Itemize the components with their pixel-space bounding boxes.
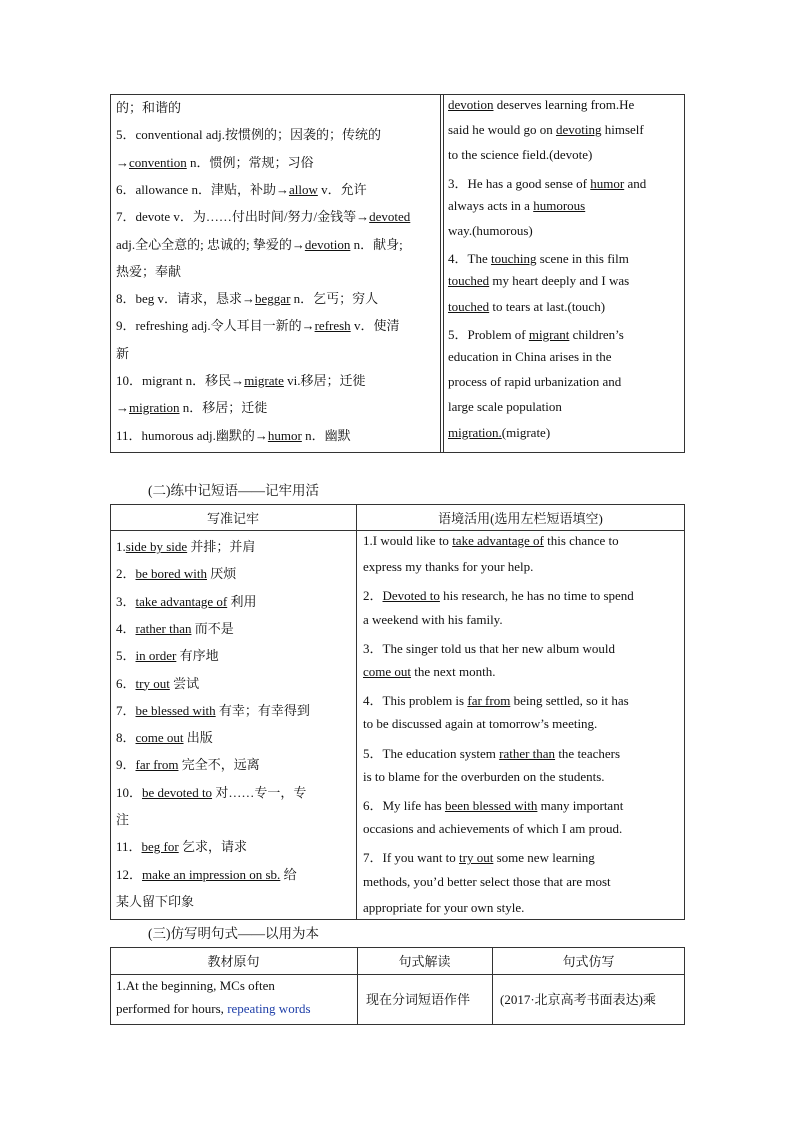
- phrase-left-answer: try out: [135, 675, 170, 691]
- vocab-left-text: 5．conventional adj.按惯例的；因袭的；传统的: [116, 127, 382, 143]
- phrase-left-line: [116, 673, 199, 692]
- vocab-right-text: always acts in a: [448, 197, 534, 213]
- vocab-right-text: deserves learning from.He: [493, 97, 635, 112]
- phrase-right-text: his research, he has no time to spend: [439, 588, 634, 604]
- vocab-right-line: [448, 147, 592, 163]
- phrase-right-line: [363, 559, 533, 575]
- vocab-left-text: 9．refreshing adj.令人耳目一新的→: [116, 318, 315, 334]
- phrase-right-text: 1.I would like to: [363, 533, 453, 548]
- vocab-left-line: [116, 343, 129, 362]
- vocab-left-line: [116, 315, 399, 334]
- phrase-right-line: [363, 638, 615, 657]
- phrase-left-text: 12．: [116, 866, 143, 882]
- phrase-right-answer: try out: [459, 850, 494, 866]
- phrase-right-line: [363, 690, 629, 709]
- vocab-right-answer: migrant: [528, 326, 570, 342]
- vocab-left-line: [116, 425, 351, 444]
- vocab-right-answer: touched: [448, 298, 490, 314]
- vocab-right-line: [448, 374, 621, 390]
- vocab-right-text: education in China arises in the: [448, 349, 612, 364]
- sentence-row1-line2-highlight: repeating words: [227, 1001, 311, 1016]
- phrase-left-line: [116, 754, 260, 773]
- vocab-right-text: process of rapid urbanization and: [448, 374, 622, 390]
- phrase-col2-header: 语境活用(选用左栏短语填空): [438, 511, 603, 526]
- phrase-left-text: 8．: [116, 730, 136, 746]
- vocab-right-text: scene in this film: [536, 251, 629, 267]
- vocab-right-text: large scale population: [448, 399, 562, 415]
- phrase-left-answer: side by side: [125, 539, 188, 554]
- phrase-left-text: 利用: [227, 593, 257, 609]
- vocab-left-line: [116, 288, 378, 307]
- vocab-right-answer: touched: [448, 273, 490, 289]
- vocab-right-answer: migration.: [448, 424, 502, 440]
- vocab-right-answer: devoting: [555, 122, 602, 138]
- sentence-row1-line1: 1.At the beginning, MCs often: [116, 978, 275, 993]
- vocab-right-line: [448, 122, 644, 138]
- vocab-right-line: [448, 223, 533, 239]
- phrase-right-answer: rather than: [499, 745, 556, 761]
- vocab-right-line: [448, 248, 629, 267]
- vocab-right-text: 4．The: [448, 251, 491, 267]
- vocab-right-line: [448, 399, 562, 415]
- phrase-right-text: a weekend with his family.: [363, 611, 503, 627]
- phrase-right-text: methods, you’d better select those that are most: [363, 873, 611, 889]
- phrase-right-line: [363, 716, 597, 732]
- phrase-right-text: some new learning: [493, 850, 595, 866]
- vocab-left-text: n．惯例；常规；习俗: [186, 154, 314, 170]
- sentence-row1-line2: [116, 1001, 311, 1017]
- phrase-left-line: [116, 836, 247, 855]
- phrase-left-text: 1.: [116, 539, 126, 554]
- phrase-right-text: 6．My life has: [363, 798, 445, 813]
- vocab-left-text: 8．beg v．请求，恳求→: [116, 291, 256, 307]
- phrase-right-text: to be discussed again at tomorrow’s meeting.: [363, 716, 598, 732]
- phrase-left-text: 6．: [116, 675, 136, 691]
- phrase-left-answer: take advantage of: [135, 593, 228, 609]
- vocab-left-answer: migrate: [244, 373, 284, 388]
- phrase-left-answer: beg for: [141, 839, 179, 855]
- vocab-left-line: [116, 97, 181, 116]
- phrase-left-line: [116, 891, 194, 910]
- phrase-left-text: 给: [280, 866, 297, 882]
- phrase-left-text: 7．: [116, 702, 136, 718]
- vocab-left-text: n．乞丐；穷人: [290, 291, 379, 307]
- phrase-right-text: this chance to: [543, 533, 619, 548]
- phrase-right-text: 3．The singer told us that her new album would: [363, 640, 616, 656]
- phrase-right-text: 5．The education system: [363, 745, 500, 761]
- phrase-left-line: [116, 645, 219, 664]
- vocab-right-line: [448, 299, 605, 315]
- phrase-left-text: 厌烦: [207, 566, 237, 582]
- phrase-right-line: [363, 743, 620, 762]
- sentence-row1-col3: (2017·北京高考书面表达)乘: [500, 992, 656, 1007]
- vocab-left-text: adj.全心全意的; 忠诚的; 挚爱的→: [116, 236, 305, 252]
- phrase-left-line: [116, 591, 256, 610]
- phrase-left-answer: be devoted to: [142, 784, 213, 800]
- phrase-right-line: [363, 533, 619, 549]
- vocab-left-answer: devotion: [304, 236, 351, 252]
- vocab-left-line: [116, 397, 267, 416]
- vocab-right-text: my heart deeply and I was: [489, 273, 630, 289]
- vocab-left-text: 6．allowance n．津贴，补助→: [116, 181, 289, 197]
- phrase-left-text: 完全不，远离: [178, 757, 260, 773]
- vocab-right-text: children’s: [569, 326, 624, 342]
- phrase-left-line: [116, 864, 297, 883]
- vocab-right-text: 5．Problem of: [448, 326, 529, 342]
- vocab-right-line: [448, 198, 585, 214]
- phrase-left-line: [116, 618, 234, 637]
- phrase-right-line: [363, 585, 634, 604]
- vocab-left-line: [116, 124, 381, 143]
- vocab-left-answer: convention: [129, 154, 187, 170]
- phrase-left-answer: in order: [135, 648, 177, 664]
- sentence-col1-header: 教材原句: [207, 954, 260, 969]
- phrase-table-header-line: [110, 530, 685, 531]
- vocab-right-line: [448, 97, 634, 113]
- vocab-left-answer: devoted: [369, 209, 411, 225]
- vocab-right-line: [448, 273, 629, 289]
- vocab-left-line: [116, 179, 367, 198]
- phrase-right-line: [363, 900, 524, 916]
- phrase-left-line: [116, 727, 213, 746]
- vocab-left-text: 10．migrant n．移民→: [116, 373, 245, 388]
- phrase-left-answer: be blessed with: [135, 702, 216, 718]
- vocab-right-answer: humor: [590, 175, 625, 191]
- vocab-right-line: [448, 349, 612, 365]
- phrase-right-line: [363, 612, 503, 628]
- vocab-left-answer: humor: [267, 427, 302, 443]
- phrase-left-text: 并排；并肩: [187, 539, 256, 554]
- phrase-left-answer: make an impression on sb.: [142, 866, 281, 882]
- sentence-table-header-line: [110, 974, 685, 975]
- phrase-left-text: 某人留下印象: [116, 893, 195, 909]
- phrase-right-answer: take advantage of: [452, 533, 544, 548]
- vocab-right-text: and: [624, 175, 647, 191]
- phrase-left-text: 10．: [116, 784, 143, 800]
- vocab-left-text: →: [116, 400, 129, 416]
- vocab-left-text: 11．humorous adj.幽默的→: [116, 427, 268, 443]
- vocab-right-text: (migrate): [501, 424, 551, 440]
- phrase-right-text: 7．If you want to: [363, 850, 460, 866]
- phrase-right-text: 4．This problem is: [363, 693, 468, 709]
- sentence-row1-col2: 现在分词短语作伴: [366, 992, 471, 1007]
- sentence-row1-line2-plain: performed for hours,: [116, 1001, 228, 1016]
- phrase-right-text: being settled, so it has: [510, 693, 629, 709]
- phrase-table-divider: [356, 504, 357, 920]
- phrase-left-line: [116, 536, 255, 555]
- phrase-left-text: 3．: [116, 593, 136, 609]
- phrase-left-line: [116, 809, 129, 828]
- phrase-right-text: the next month.: [411, 664, 496, 679]
- vocab-right-line: [448, 425, 550, 441]
- vocab-right-text: to tears at last.(touch): [489, 298, 606, 314]
- phrase-right-line: [363, 664, 496, 680]
- phrase-right-line: [363, 847, 595, 866]
- vocab-left-text: 新: [116, 345, 130, 361]
- phrase-left-line: [116, 782, 306, 801]
- phrase-right-answer: been blessed with: [444, 798, 538, 813]
- phrase-left-text: 注: [116, 812, 130, 827]
- vocab-left-text: v．允许: [317, 181, 367, 197]
- vocab-left-text: n．幽默: [301, 427, 351, 443]
- vocab-left-text: vi.移居；迁徙: [283, 373, 366, 388]
- vocab-left-text: 热爱；奉献: [116, 263, 182, 279]
- phrase-right-text: appropriate for your own style.: [363, 899, 525, 915]
- phrase-right-text: many important: [537, 798, 624, 813]
- vocab-left-answer: allow: [288, 181, 318, 197]
- vocab-left-line: [116, 261, 181, 280]
- vocab-left-answer: migration: [129, 400, 180, 416]
- phrase-left-text: 2．: [116, 566, 136, 582]
- phrase-right-line: [363, 821, 622, 837]
- phrase-right-text: express my thanks for your help.: [363, 559, 534, 575]
- vocab-table-divider-2: [443, 94, 444, 453]
- phrase-right-line: [363, 874, 611, 890]
- phrase-right-answer: come out: [363, 664, 412, 679]
- sentence-col2-header: 句式解读: [398, 954, 451, 969]
- vocab-left-line: [116, 234, 403, 253]
- vocab-left-text: 的；和谐的: [116, 100, 182, 115]
- phrase-left-text: 乞求，请求: [178, 839, 247, 855]
- phrase-left-text: 9．: [116, 757, 136, 773]
- phrase-left-text: 有幸；有幸得到: [215, 702, 310, 718]
- vocab-left-text: n．移居；迁徙: [179, 400, 268, 416]
- phrase-left-line: [116, 700, 310, 719]
- sentence-col3-header: 句式仿写: [562, 954, 615, 969]
- phrase-left-answer: be bored with: [135, 566, 207, 582]
- phrase-left-text: 5．: [116, 648, 136, 664]
- vocab-right-text: 3．He has a good sense of: [448, 175, 591, 191]
- vocab-left-text: 7．devote v．为……付出时间/努力/金钱等→: [116, 209, 370, 225]
- vocab-table-divider: [440, 94, 441, 453]
- vocab-left-line: [116, 370, 366, 389]
- vocab-right-answer: touching: [490, 251, 537, 267]
- phrase-right-answer: Devoted to: [382, 588, 440, 604]
- phrase-right-text: is to blame for the overburden on the students.: [363, 768, 605, 784]
- phrase-left-answer: far from: [135, 757, 179, 773]
- vocab-left-line: [116, 152, 314, 171]
- vocab-left-answer: beggar: [255, 291, 291, 307]
- vocab-left-text: →: [116, 154, 129, 170]
- phrase-left-answer: come out: [135, 730, 184, 746]
- phrase-left-line: [116, 563, 236, 582]
- vocab-right-text: to the science field.(devote): [448, 147, 593, 163]
- vocab-right-text: said he would go on: [448, 122, 556, 138]
- phrase-left-text: 11．: [116, 839, 142, 855]
- vocab-right-line: [448, 324, 624, 343]
- phrase-right-text: 2．: [363, 588, 383, 604]
- section3-title: (三)仿写明句式——以用为本: [148, 926, 319, 941]
- vocab-right-answer: devotion: [448, 97, 494, 112]
- vocab-left-answer: refresh: [314, 318, 351, 334]
- phrase-right-answer: far from: [467, 693, 511, 709]
- vocab-right-answer: humorous: [533, 197, 586, 213]
- vocab-left-line: [116, 206, 410, 225]
- phrase-left-text: 而不是: [191, 620, 234, 636]
- vocab-right-text: himself: [601, 122, 644, 138]
- vocab-left-text: n．献身;: [350, 236, 403, 252]
- phrase-left-text: 有序地: [176, 648, 219, 664]
- vocab-right-text: way.(humorous): [448, 223, 533, 238]
- vocab-left-text: v．使清: [350, 318, 400, 334]
- phrase-right-line: [363, 795, 623, 814]
- phrase-left-text: 对……专一，专: [212, 784, 307, 800]
- phrase-left-answer: rather than: [135, 620, 192, 636]
- phrase-right-text: occasions and achievements of which I am proud.: [363, 821, 623, 837]
- phrase-col1-header: 写准记牢: [206, 511, 259, 526]
- section2-title: (二)练中记短语——记牢用活: [148, 483, 319, 498]
- phrase-left-text: 尝试: [169, 675, 200, 691]
- phrase-right-line: [363, 769, 605, 785]
- phrase-right-text: the teachers: [555, 745, 621, 761]
- vocab-right-line: [448, 173, 646, 192]
- phrase-left-text: 4．: [116, 620, 136, 636]
- phrase-left-text: 出版: [183, 730, 213, 746]
